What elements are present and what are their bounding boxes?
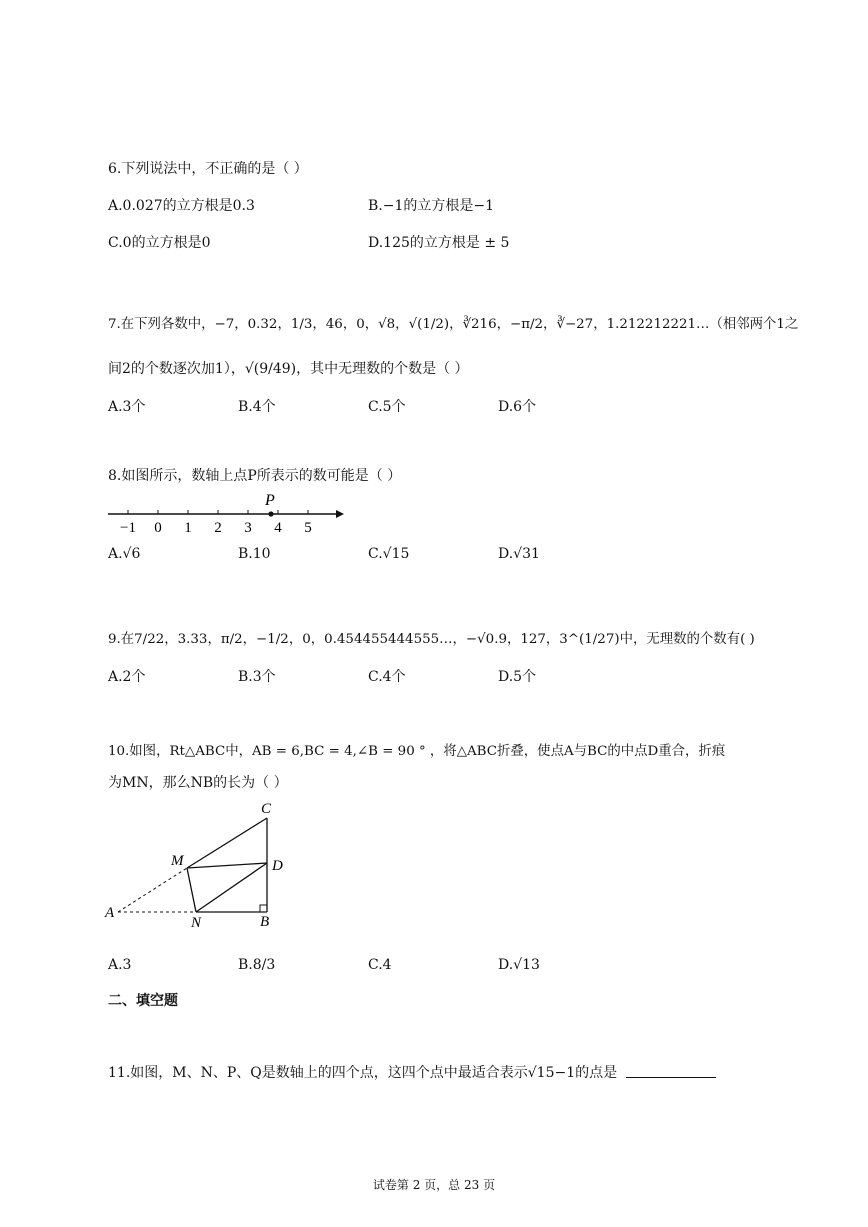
q10-option-a: A.3 — [108, 957, 132, 973]
q11-answer-blank[interactable] — [626, 1077, 716, 1078]
axis-tick-label: 3 — [244, 520, 252, 536]
label-a: A — [105, 905, 115, 921]
axis-tick-label: −1 — [120, 520, 136, 536]
q6-option-a: A.0.027的立方根是0.3 — [108, 198, 255, 214]
point-p-label: P — [265, 492, 275, 509]
q6-option-c: C.0的立方根是0 — [108, 235, 211, 251]
q7-option-b: B.4个 — [238, 399, 276, 415]
triangle-figure — [104, 796, 304, 936]
label-m: M — [171, 853, 184, 869]
segment-mn — [187, 868, 196, 912]
axis-tick-label: 0 — [154, 520, 162, 536]
q8-option-a: A.√6 — [108, 546, 141, 562]
number-line-figure — [100, 488, 350, 538]
q7-line2: 间2的个数逐次加1），√(9/49)，其中无理数的个数是（ ） — [108, 361, 469, 377]
q10-option-c: C.4 — [368, 957, 392, 973]
q6-stem: 6.下列说法中，不正确的是（ ） — [108, 161, 308, 177]
q10-option-b: B.8/3 — [238, 957, 276, 973]
q9-option-d: D.5个 — [498, 669, 537, 685]
label-n: N — [191, 915, 202, 931]
segment-mc — [187, 818, 267, 868]
q10-line2: 为MN，那么NB的长为（ ） — [108, 775, 288, 791]
axis-tick-label: 2 — [214, 520, 222, 536]
number-line-arrow-icon — [336, 510, 344, 518]
q9-option-b: B.3个 — [238, 669, 276, 685]
q9-option-c: C.4个 — [368, 669, 406, 685]
page-footer: 试卷第 2 页，总 23 页 — [372, 1178, 496, 1192]
q6-option-b: B.−1的立方根是−1 — [368, 198, 495, 214]
q8-stem: 8.如图所示，数轴上点P所表示的数可能是（ ） — [108, 468, 402, 484]
label-d: D — [272, 858, 283, 874]
q6-option-d: D.125的立方根是 ± 5 — [368, 235, 510, 251]
fold-line-am — [118, 868, 187, 912]
right-angle-mark — [260, 905, 267, 912]
q10-option-d: D.√13 — [498, 957, 540, 973]
q11-stem: 11.如图，M、N、P、Q是数轴上的四个点，这四个点中最适合表示√15−1的点是 — [108, 1065, 618, 1081]
q7-option-a: A.3个 — [108, 399, 146, 415]
q7-line1: 7.在下列各数中，−7，0.32，1/3，46，0，√8，√(1/2)，∛216，−π/2，∛−27，1.212212221…（相邻两个1之 — [108, 317, 799, 332]
q9-stem: 9.在7/22，3.33，π/2，−1/2，0，0.454455444555…，−√0.9，127，3^(1/27)中，无理数的个数有( ) — [108, 632, 755, 647]
q8-option-c: C.√15 — [368, 546, 410, 562]
segment-md — [187, 863, 267, 868]
q7-option-d: D.6个 — [498, 399, 537, 415]
q8-option-b: B.10 — [238, 546, 271, 562]
point-p-dot — [268, 511, 273, 516]
segment-nd — [196, 863, 267, 912]
axis-tick-label: 4 — [274, 520, 282, 536]
q7-option-c: C.5个 — [368, 399, 406, 415]
label-b: B — [260, 914, 270, 930]
q9-option-a: A.2个 — [108, 669, 146, 685]
label-c: C — [261, 801, 272, 817]
q10-line1: 10.如图，Rt△ABC中，AB = 6,BC = 4,∠B = 90 ° ，将△ABC折叠，使点A与BC的中点D重合，折痕 — [108, 744, 726, 759]
axis-tick-label: 1 — [184, 520, 192, 536]
section-title: 二、填空题 — [108, 993, 178, 1009]
axis-tick-label: 5 — [304, 520, 312, 536]
q8-option-d: D.√31 — [498, 546, 540, 562]
